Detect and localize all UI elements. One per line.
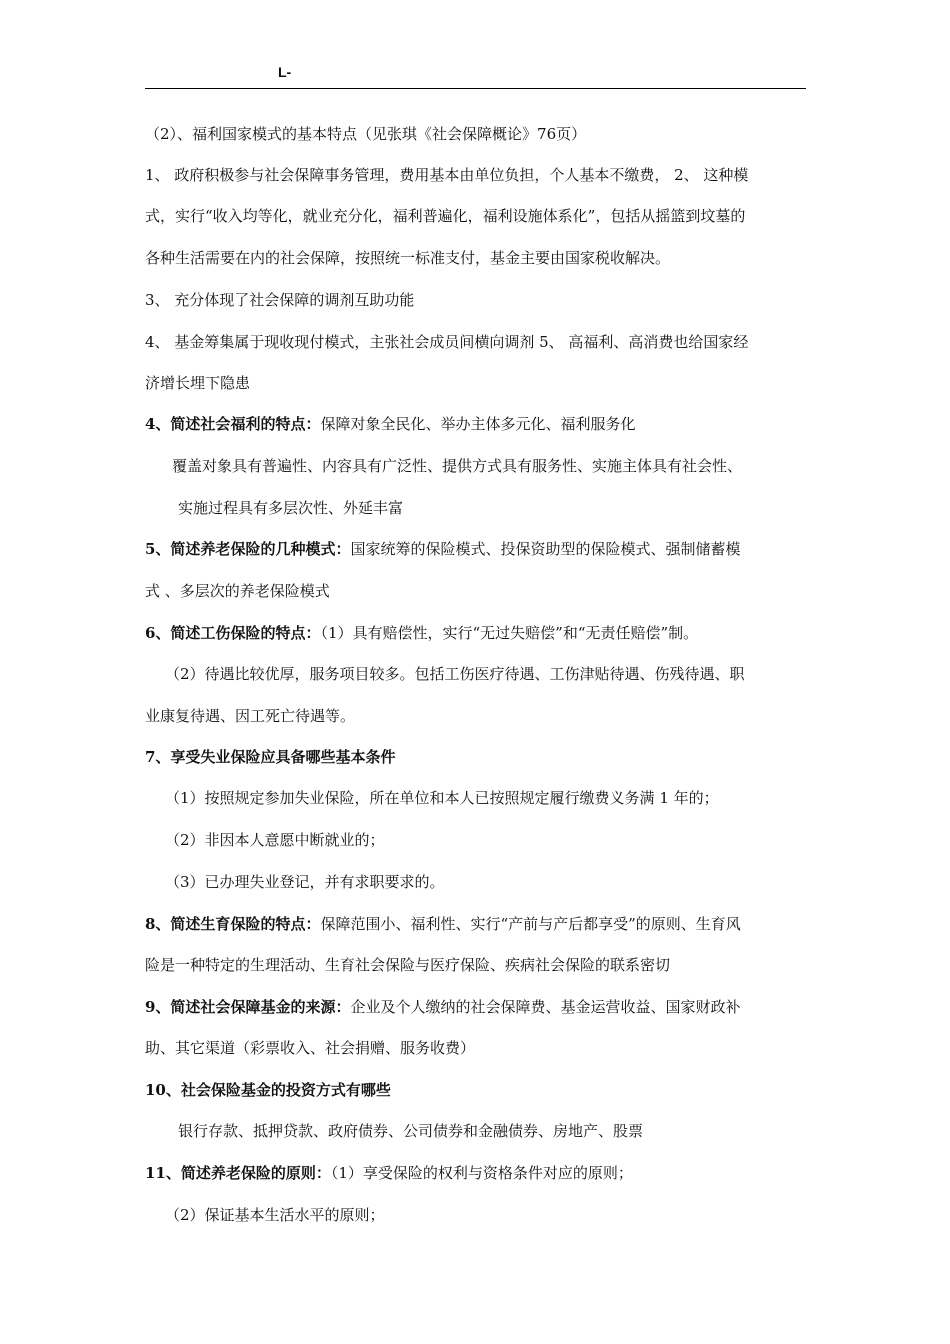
text-line [145,290,414,311]
text-segment: （3）已办理失业登记，并有求职要求的。 [165,873,445,891]
text-segment: （2）待遇比较优厚，服务项目较多。包括工伤医疗待遇、工伤津贴待遇、伤残待遇、职 [165,665,745,683]
text-segment: 4、 基金筹集属于现收现付模式，主张社会成员间横向调剂 5、 高福利、高消费也给国家经 [145,333,749,351]
text-segment: 国家统筹的保险模式、投保资助型的保险模式、强制储蓄模 [350,540,741,558]
text-segment: 各种生活需要在内的社会保障，按照统一标准支付，基金主要由国家税收解决。 [145,249,671,267]
text-line [145,414,635,435]
text-line [172,456,742,477]
text-line [145,581,330,602]
text-segment: 1、 政府积极参与社会保障事务管理，费用基本由单位负担，个人基本不缴费， 2、 这种模 [145,166,749,184]
text-segment: （2）保证基本生活水平的原则； [165,1206,385,1224]
question-heading: 8、简述生育保险的特点： [145,915,321,933]
text-line [165,830,385,851]
text-segment: 企业及个人缴纳的社会保障费、基金运营收益、国家财政补 [350,998,741,1016]
text-segment: （2）、福利国家模式的基本特点（见张琪《社会保障概论》76页） [145,125,587,143]
text-segment: 保障范围小、福利性、实行“产前与产后都享受”的原则、生育风 [320,915,741,933]
question-heading: 4、简述社会福利的特点： [145,415,321,433]
text-line [145,539,740,560]
text-segment: 式 、多层次的养老保险模式 [145,582,330,600]
text-line [178,1121,643,1142]
text-line [145,373,250,394]
text-segment: 济增长埋下隐患 [145,374,251,392]
header-rule [145,88,806,89]
header-mark: L- [278,64,292,80]
text-line [145,124,586,145]
question-heading: 7、享受失业保险应具备哪些基本条件 [145,748,396,766]
text-line [145,747,395,768]
text-line [145,1080,391,1101]
question-heading: 6、简述工伤保险的特点： [145,624,321,642]
question-heading: 9、简述社会保障基金的来源： [145,998,351,1016]
text-line [178,498,403,519]
text-segment: 保障对象全民化、举办主体多元化、福利服务化 [320,415,636,433]
text-line [145,165,748,186]
text-segment: 实施过程具有多层次性、外延丰富 [178,499,404,517]
text-line [145,706,355,727]
question-heading: 11、简述养老保险的原则： [145,1164,331,1182]
text-segment: 银行存款、抵押贷款、政府债券、公司债券和金融债券、房地产、股票 [178,1122,644,1140]
text-line [145,206,745,227]
text-line [145,997,740,1018]
text-line [165,1205,385,1226]
text-line [165,872,445,893]
text-segment: 助、其它渠道（彩票收入、社会捐赠、服务收费） [145,1039,476,1057]
text-segment: 3、 充分体现了社会保障的调剂互助功能 [145,291,415,309]
text-segment: （2）非因本人意愿中断就业的； [165,831,385,849]
text-line [145,623,698,644]
question-heading: 5、简述养老保险的几种模式： [145,540,351,558]
text-segment: 业康复待遇、因工死亡待遇等。 [145,707,356,725]
text-segment: （1）具有赔偿性，实行“无过失赔偿”和“无责任赔偿”制。 [320,624,699,642]
text-segment: 覆盖对象具有普遍性、内容具有广泛性、提供方式具有服务性、实施主体具有社会性、 [172,457,743,475]
text-line [145,914,741,935]
text-segment: （1）按照规定参加失业保险，所在单位和本人已按照规定履行缴费义务满 1 年的； [165,789,719,807]
text-line [145,248,670,269]
text-line [145,1163,633,1184]
text-line [145,332,748,353]
text-line [165,788,719,809]
question-heading: 10、社会保险基金的投资方式有哪些 [145,1081,391,1099]
text-segment: 式，实行“收入均等化，就业充分化，福利普遍化，福利设施体系化”，包括从摇篮到坟墓的 [145,207,746,225]
text-segment: 险是一种特定的生理活动、生育社会保险与医疗保险、疾病社会保险的联系密切 [145,956,671,974]
text-segment: （1）享受保险的权利与资格条件对应的原则； [330,1164,633,1182]
text-line [145,1038,475,1059]
text-line [145,955,670,976]
text-line [165,664,745,685]
